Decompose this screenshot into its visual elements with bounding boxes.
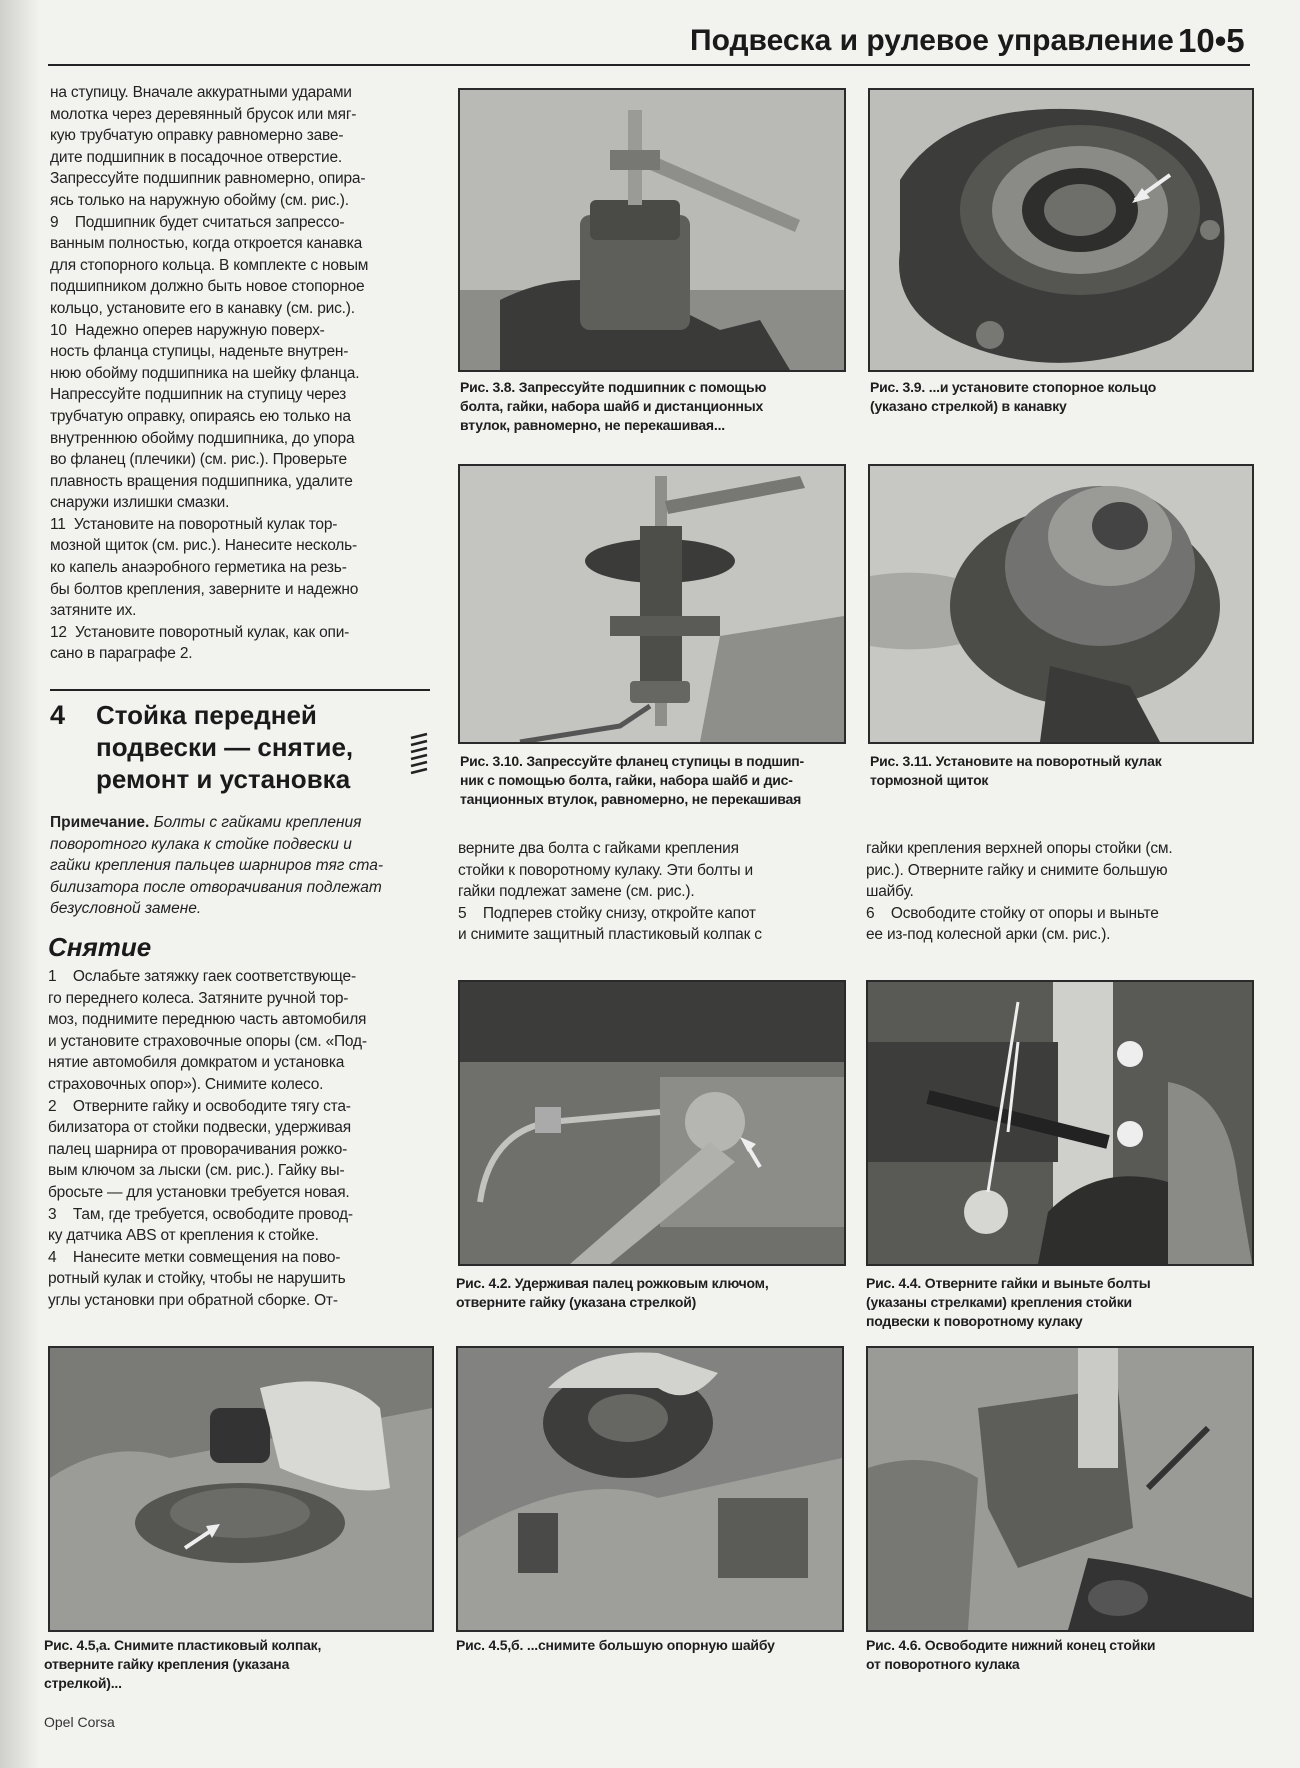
left-column-text-top <box>50 82 434 665</box>
text-line: снаружи излишки смазки. <box>50 494 230 512</box>
text-line: гайки подлежат замене (см. рис.). <box>458 883 695 901</box>
caption-line: отверните гайку (указана стрелкой) <box>456 1294 697 1310</box>
text-line: плавность вращения подшипника, удалите <box>50 472 353 490</box>
caption-line: Рис. 4.5,б. ...снимите большую опорную шайбу <box>456 1637 775 1653</box>
caption-line: (указано стрелкой) в канавку <box>870 398 1067 414</box>
figure-4-2-caption <box>456 1274 840 1312</box>
text-line: мозной щиток (см. рис.). Нанесите несколь- <box>50 537 357 555</box>
text-line: ку датчика ABS от крепления к стойке. <box>48 1227 319 1245</box>
text-line: молотка через деревянный брусок или мяг- <box>50 105 357 123</box>
text-line: страховочных опор»). Снимите колесо. <box>48 1075 324 1093</box>
text-line: гайки крепления верхней опоры стойки (см. <box>866 840 1173 857</box>
text-line: ясь только на наружную обойму (см. рис.). <box>50 191 349 209</box>
text-line: Напрессуйте подшипник на ступицу через <box>50 386 347 404</box>
figure-4-5a-caption <box>44 1636 426 1693</box>
caption-line: (указаны стрелками) крепления стойки <box>866 1294 1132 1310</box>
section-divider <box>50 689 430 691</box>
section-title-line: ремонт и установка <box>96 764 351 794</box>
figure-4-5b-caption <box>456 1636 840 1655</box>
text-line: затяните их. <box>50 602 137 620</box>
text-line: палец шарнира от проворачивания рожко- <box>48 1140 348 1158</box>
text-line: ванным полностью, когда откроется канавка <box>50 235 363 253</box>
figure-4-4-caption <box>866 1274 1250 1331</box>
text-line: 4 Нанесите метки совмещения на пово- <box>48 1248 341 1266</box>
caption-line: отверните гайку крепления (указана <box>44 1656 290 1672</box>
figure-3-11-caption <box>870 752 1252 790</box>
text-line: ротный кулак и стойку, чтобы не нарушить <box>48 1270 346 1288</box>
text-line: углы установки при обратной сборке. От- <box>48 1291 338 1309</box>
page-number: 10•5 <box>1178 22 1245 59</box>
caption-line: танционных втулок, равномерно, не перекашивая <box>460 791 802 807</box>
figure-3-10-caption <box>460 752 844 809</box>
page-binding-shadow <box>0 0 40 1768</box>
text-line: ность фланца ступицы, наденьте внутрен- <box>50 343 349 361</box>
subheading-removal: Снятие <box>48 932 152 962</box>
text-line: сано в параграфе 2. <box>50 645 193 663</box>
section-title <box>96 699 396 795</box>
section-title-line: Стойка передней <box>96 700 317 730</box>
caption-line: ник с помощью болта, гайки, набора шайб и дис- <box>460 772 793 788</box>
caption-line: болта, гайки, набора шайб и дистанционных <box>460 398 764 414</box>
text-line: моз, поднимите переднюю часть автомобиля <box>48 1011 367 1029</box>
caption-line: Рис. 3.11. Установите на поворотный кулак <box>870 753 1162 769</box>
text-line: вым ключом за лыски (см. рис.). Гайку вы- <box>48 1162 345 1180</box>
text-line: нятие автомобиля домкратом и установка <box>48 1054 345 1072</box>
text-line: подшипником должно быть новое стопорное <box>50 278 365 296</box>
caption-line: от поворотного кулака <box>866 1656 1020 1672</box>
figure-3-9-photo <box>868 88 1254 372</box>
figure-4-4-photo <box>866 980 1254 1266</box>
note-label: Примечание. <box>50 814 150 831</box>
middle-column-text <box>458 838 842 946</box>
text-line: рис.). Отверните гайку и снимите большую <box>866 861 1168 879</box>
caption-line: Рис. 3.9. ...и установите стопорное кольцо <box>870 379 1157 395</box>
note-line: Болты с гайками крепления <box>149 814 362 831</box>
figure-3-8-photo <box>458 88 846 372</box>
text-line: билизатора от стойки подвески, удерживая <box>48 1119 351 1137</box>
figure-4-6-caption <box>866 1636 1250 1674</box>
text-line: внутреннюю обойму подшипника, до упора <box>50 429 355 447</box>
wrench-icon <box>408 730 430 776</box>
note-line: билизатора после отворачивания подлежат <box>50 878 382 896</box>
text-line: ее из-под колесной арки (см. рис.). <box>866 926 1111 944</box>
removal-steps-text <box>48 966 434 1312</box>
note-line: безусловной замене. <box>50 900 202 917</box>
text-line: на ступицу. Вначале аккуратными ударами <box>50 84 352 101</box>
text-line: шайбу. <box>866 883 914 901</box>
text-line: трубчатую оправку, опираясь ею только на <box>50 407 351 425</box>
text-line: ко капель анаэробного герметика на резь- <box>50 559 347 577</box>
figure-3-9-caption <box>870 378 1252 416</box>
figure-4-2-photo <box>458 980 846 1266</box>
right-column-text <box>866 838 1252 946</box>
page-header-title: Подвеска и рулевое управление <box>690 24 1174 57</box>
text-line: бросьте — для установки требуется новая. <box>48 1183 350 1201</box>
text-line: кую трубчатую оправку равномерно заве- <box>50 127 344 145</box>
text-line: для стопорного кольца. В комплекте с новым <box>50 256 369 274</box>
caption-line: стрелкой)... <box>44 1675 122 1691</box>
text-line: 11 Установите на поворотный кулак тор- <box>50 515 338 533</box>
section-title-line: подвески — снятие, <box>96 732 354 762</box>
caption-line: Рис. 4.6. Освободите нижний конец стойки <box>866 1637 1156 1653</box>
text-line: дите подшипник в посадочное отверстие. <box>50 148 343 166</box>
note-line: гайки крепления пальцев шарниров тяг ста- <box>50 857 384 874</box>
note-line: поворотного кулака к стойке подвески и <box>50 835 352 853</box>
section-note <box>50 812 432 920</box>
figure-4-5b-photo <box>456 1346 844 1632</box>
figure-4-6-photo <box>866 1346 1254 1632</box>
caption-line: Рис. 4.2. Удерживая палец рожковым ключом, <box>456 1275 769 1291</box>
caption-line: подвески к поворотному кулаку <box>866 1313 1083 1329</box>
section-number: 4 <box>50 700 66 730</box>
text-line: Запрессуйте подшипник равномерно, опира- <box>50 170 366 188</box>
text-line: 6 Освободите стойку от опоры и выньте <box>866 904 1159 922</box>
text-line: 10 Надежно оперев наружную поверх- <box>50 321 325 339</box>
text-line: и снимите защитный пластиковый колпак с <box>458 926 762 944</box>
text-line: 12 Установите поворотный кулак, как опи- <box>50 623 350 641</box>
figure-3-10-photo <box>458 464 846 744</box>
text-line: кольцо, установите его в канавку (см. рис.). <box>50 299 355 317</box>
figure-4-5a-photo <box>48 1346 434 1632</box>
text-line: верните два болта с гайками крепления <box>458 840 739 857</box>
caption-line: Рис. 4.4. Отверните гайки и выньте болты <box>866 1275 1151 1291</box>
text-line: 1 Ослабьте затяжку гаек соответствующе- <box>48 968 356 985</box>
text-line: и установите страховочные опоры (см. «Под- <box>48 1032 367 1050</box>
caption-line: втулок, равномерно, не перекашивая... <box>460 417 725 433</box>
text-line: 3 Там, где требуется, освободите провод- <box>48 1205 353 1223</box>
text-line: во фланец (плечики) (см. рис.). Проверьте <box>50 451 347 469</box>
caption-line: Рис. 3.8. Запрессуйте подшипник с помощью <box>460 379 767 395</box>
header-divider <box>48 64 1250 66</box>
footer-label: Opel Corsa <box>44 1714 115 1730</box>
text-line: нюю обойму подшипника на шейку фланца. <box>50 364 360 382</box>
figure-3-11-photo <box>868 464 1254 744</box>
caption-line: Рис. 4.5,а. Снимите пластиковый колпак, <box>44 1637 322 1653</box>
text-line: 9 Подшипник будет считаться запрессо- <box>50 213 345 231</box>
text-line: бы болтов крепления, заверните и надежно <box>50 580 359 598</box>
text-line: го переднего колеса. Затяните ручной тор- <box>48 989 349 1007</box>
text-line: стойки к поворотному кулаку. Эти болты и <box>458 861 753 879</box>
text-line: 5 Подперев стойку снизу, откройте капот <box>458 904 756 922</box>
caption-line: Рис. 3.10. Запрессуйте фланец ступицы в подшип- <box>460 753 805 769</box>
figure-3-8-caption <box>460 378 844 435</box>
text-line: 2 Отверните гайку и освободите тягу ста- <box>48 1097 351 1115</box>
caption-line: тормозной щиток <box>870 772 989 788</box>
